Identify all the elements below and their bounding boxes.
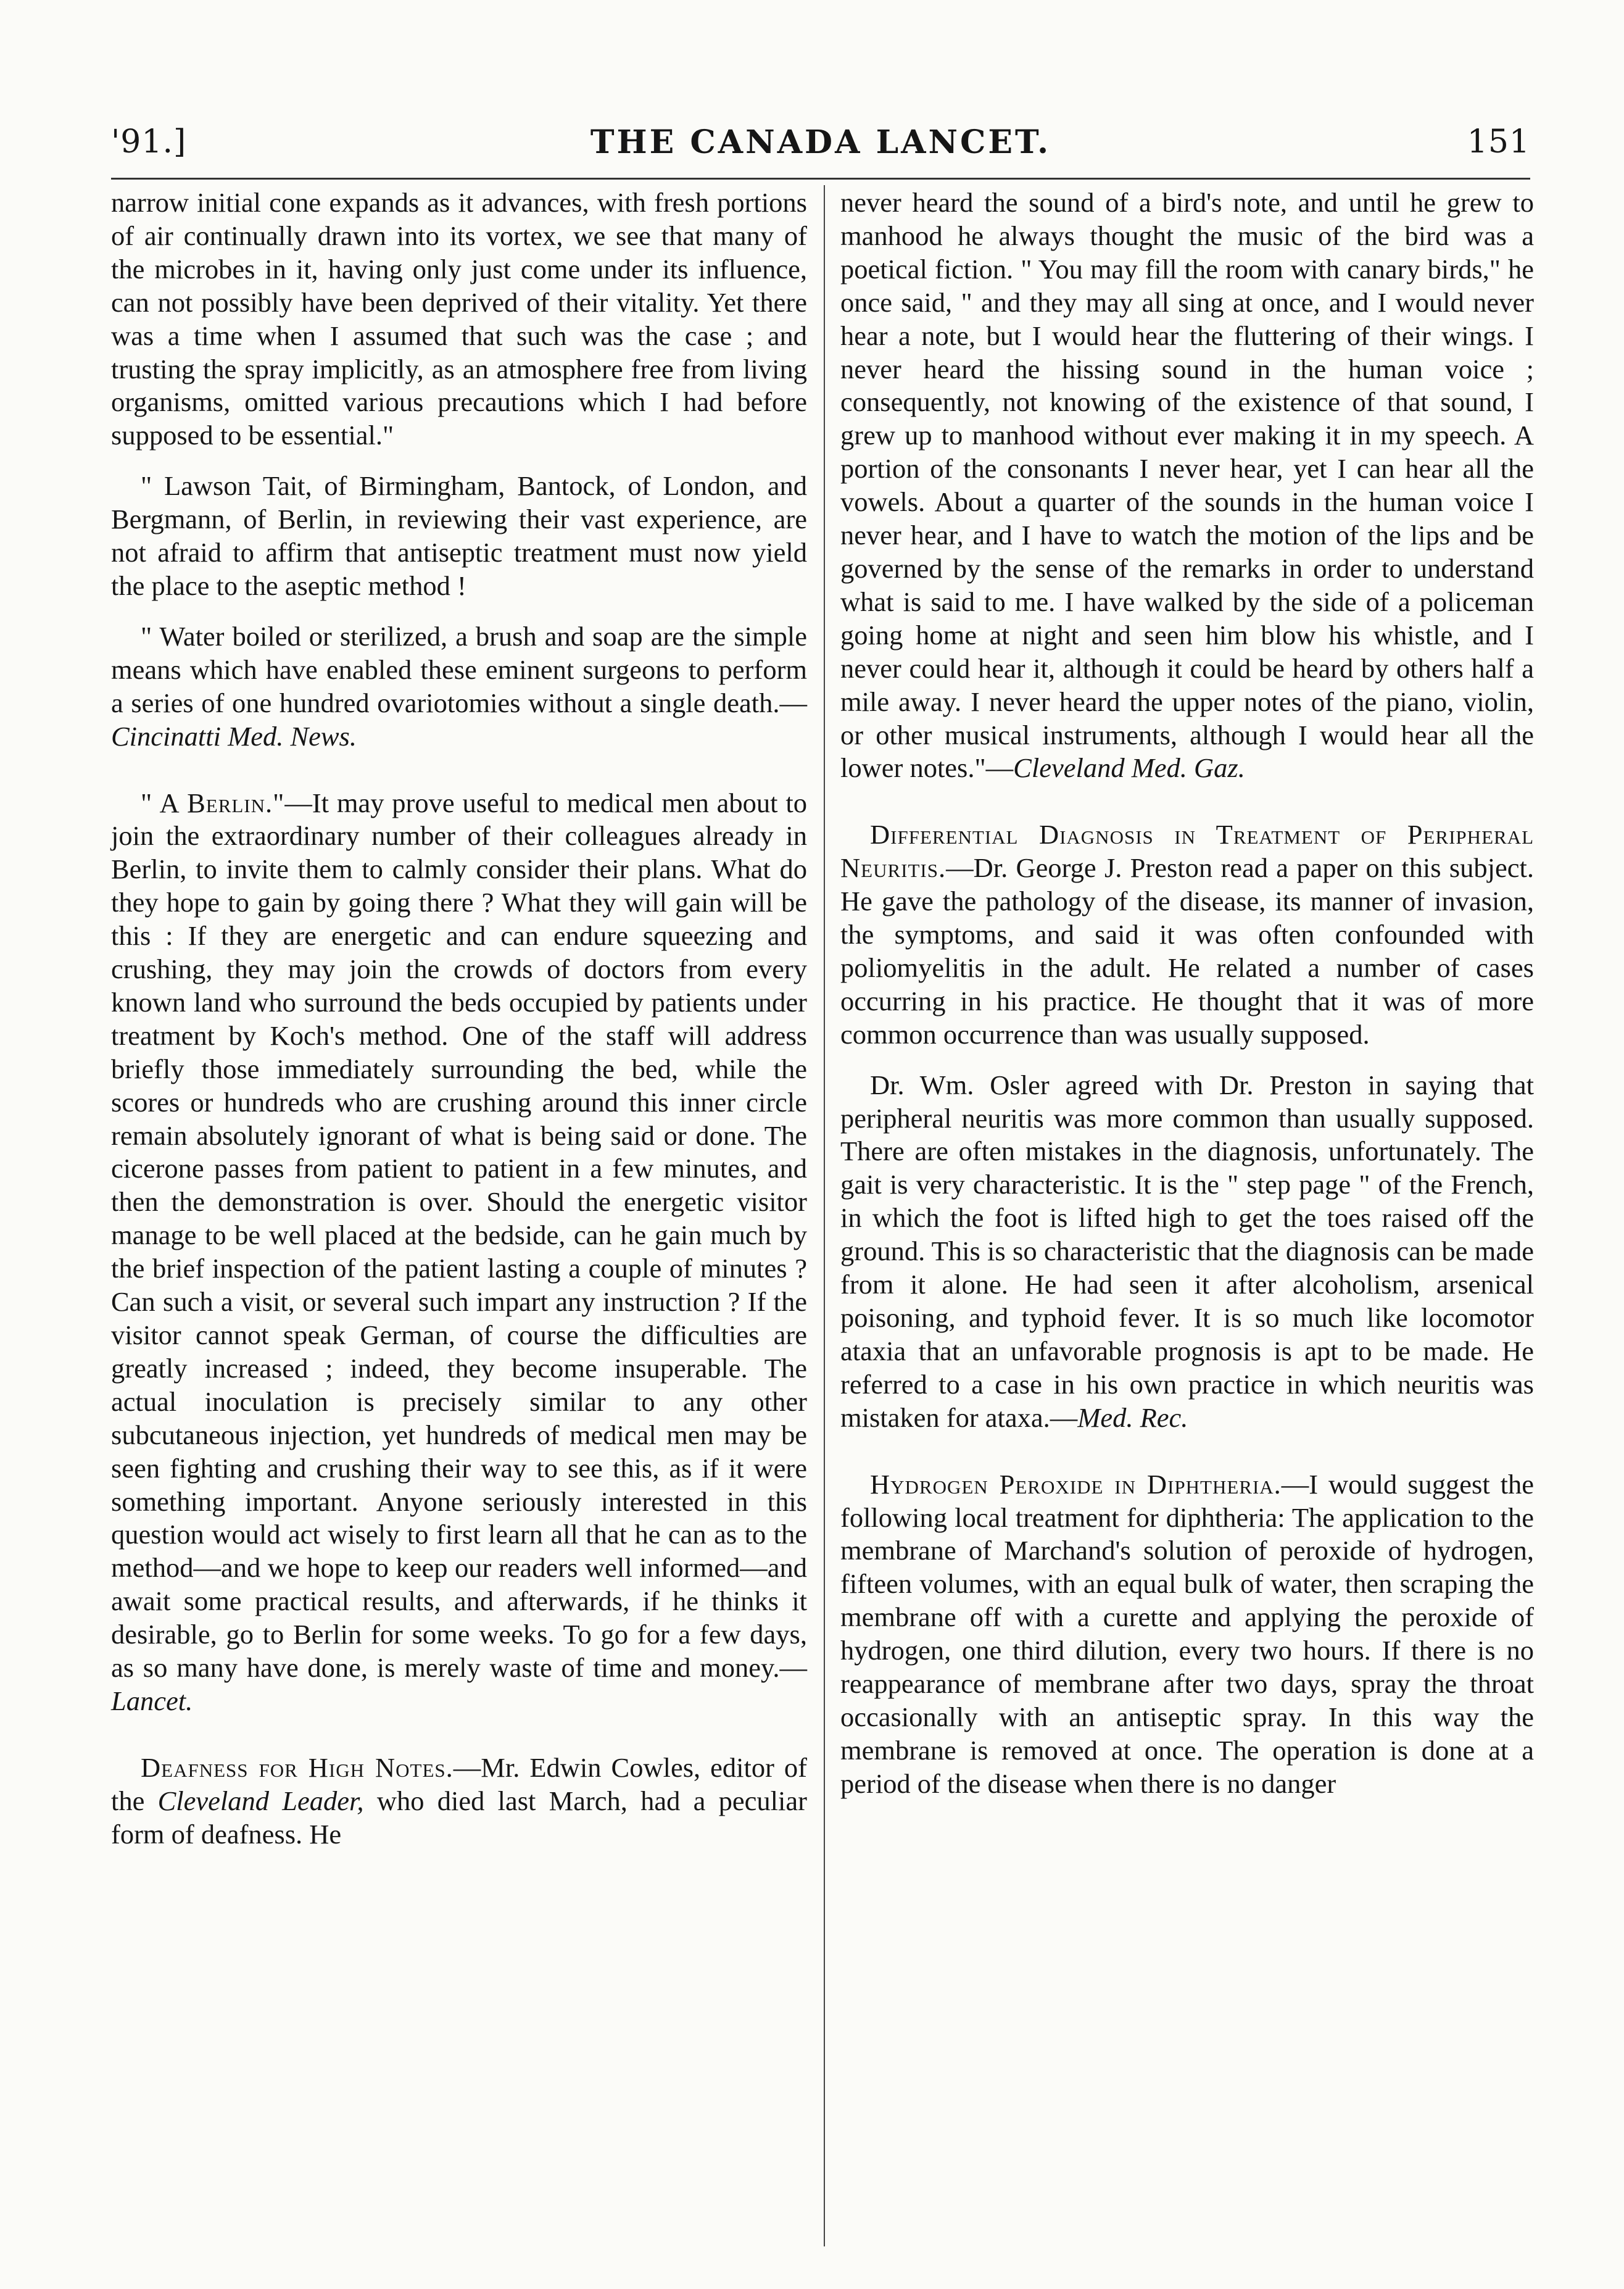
heading-a-berlin: " A Berlin." [141, 787, 285, 818]
deafness-cont-text: never heard the sound of a bird's note, and until he grew to manhood he always thought the music of the bird was a poetical fiction. " You may fill the room with canary birds," he once said, " and they may all sing at once, and I would never hear a note, but I would hear the fluttering of their wings. I never heard the hissing sound in the human voice ; consequently, not knowing of the existence of that sound, I grew up to manhood without ever making it in my speech. A portion of the consonants I never hear, yet I can hear all the vowels. About a quarter of the sounds in the human voice I never hear, and I have to watch the motion of the lips and be governed by the sense of the remarks in order to understand what is said to me. I have walked by the side of a policeman going home at night and seen him blow his whistle, and I never could hear it, although it could be heard by others half a mile away. I never heard the upper notes of the piano, violin, or other musical instruments, although I would hear all the lower notes."— [840, 187, 1534, 784]
header-year: '91.] [111, 123, 187, 160]
running-header [111, 123, 1530, 163]
source-cincinatti: Cincinatti Med. News. [111, 720, 357, 752]
paragraph-water-boiled [111, 620, 807, 754]
hydrogen-text: —I would suggest the following local treatment for diphtheria: The application to the membrane of Marchand's solution of peroxide of hydrogen, fifteen volumes, with an equal bulk of water, then scraping the membrane off with a curette and applying the peroxide of hydrogen, one third dilution, every two hours. If there is no reappearance of membrane after two days, spray the throat occasionally with an antiseptic spray. In this way the membrane is removed at once. The operation is done at a period of the disease when there is no danger [840, 1468, 1534, 1799]
article-a-berlin [111, 787, 807, 1718]
journal-title: THE CANADA LANCET. [590, 123, 1051, 161]
paragraph-deafness-continued [840, 186, 1534, 785]
paragraph-lawson-tait: " Lawson Tait, of Birmingham, Bantock, of London, and Bergmann, of Berlin, in reviewing their vast experience, are not afraid to affirm that antiseptic treatment must now yield the place to the aseptic method ! [111, 470, 807, 601]
column-divider [824, 185, 825, 2246]
heading-neuritis: Differential Diagnosis in Treatment of Peripheral Neuritis. [840, 819, 1534, 884]
page-number: 151 [1467, 123, 1530, 160]
header-rule [111, 178, 1530, 180]
paragraph-osler [840, 1069, 1534, 1435]
deafness-text-a: —Mr. Edwin Cowles, editor of the [111, 1751, 807, 1816]
left-column [111, 186, 807, 1851]
osler-text: Dr. Wm. Osler agreed with Dr. Preston in saying that peripheral neuritis was more common than usually supposed. There are often mistakes in the diagnosis, unfortunately. The gait is very characteristic. It is the " step page " of the French, in which the foot is lifted high to get the toes raised off the ground. This is so characteristic that the diagnosis can be made from it alone. He had seen it after alcoholism, arsenical poisoning, and typhoid fever. It is so much like locomotor ataxia that an unfavorable prognosis is apt to be made. He referred to a case in his own practice in which neuritis was mistaken for ataxa.— [840, 1069, 1534, 1433]
article-deafness [111, 1751, 807, 1851]
heading-deafness: Deafness for High Notes. [141, 1751, 454, 1783]
berlin-text: —It may prove useful to medical men about to join the extraordinary number of their colleagues already in Berlin, to invite them to calmly consider their plans. What do they hope to gain by going there ? What they will gain will be this : If they are energetic and can endure squeezing and crushing, they may join the crowds of doctors from every known land who surround the beds occupied by patients under treatment by Koch's method. One of the staff will address briefly those immediately surrounding the bed, while the scores or hundreds who are crushing around this inner circle remain absolutely ignorant of what is being said or done. The cicerone passes from patient to patient in a few minutes, and then the demonstration is over. Should the energetic visitor manage to be well placed at the bedside, can he gain much by the brief inspection of the patient lasting a couple of minutes ? Can such a visit, or several such impart any instruction ? If the visitor cannot speak German, of course the difficulties are greatly increased ; indeed, they become insuperable. The actual inoculation is precisely similar to any other subcutaneous injection, yet hundreds of medical men may be seen fighting and crushing their way to see this, as if it were something important. Anyone seriously interested in this question would act wisely to first learn all that he can as to the method—and we hope to keep our readers well informed—and await some practical results, and afterwards, if he thinks it desirable, go to Berlin for some weeks. To go for a few days, as so many have done, is merely waste of time and money.— [111, 787, 807, 1684]
source-lancet: Lancet. [111, 1685, 193, 1716]
newspaper-name: Cleveland Leader, [157, 1785, 364, 1816]
neuritis-text: —Dr. George J. Preston read a paper on this subject. He gave the pathology of the disease, its manner of invasion, the symptoms, and said it was often confounded with poliomyelitis in the adult. He related a number of cases occurring in his practice. He thought that it was of more common occurrence than was usually supposed. [840, 852, 1534, 1050]
deafness-text-b: who died last March, had a peculiar form of deafness. He [111, 1785, 807, 1850]
article-neuritis [840, 818, 1534, 1051]
source-cleveland-gaz: Cleveland Med. Gaz. [1013, 752, 1245, 784]
right-column [840, 186, 1534, 1801]
source-med-rec: Med. Rec. [1077, 1402, 1188, 1433]
heading-hydrogen-peroxide: Hydrogen Peroxide in Diphtheria. [870, 1468, 1282, 1500]
water-boiled-text: " Water boiled or sterilized, a brush and soap are the simple means which have enabled these eminent surgeons to perform a series of one hundred ovariotomies without a single death.— [111, 620, 807, 718]
article-hydrogen-peroxide [840, 1468, 1534, 1801]
paragraph-spray-continued: narrow initial cone expands as it advances, with fresh portions of air continually drawn into its vortex, we see that many of the microbes in it, having only just come under its influence, can not possibly have been deprived of their vitality. Yet there was a time when I assumed that such was the case ; and trusting the spray implicitly, as an atmosphere free from living organisms, omitted various precautions which I had before supposed to be essential." [111, 187, 807, 451]
